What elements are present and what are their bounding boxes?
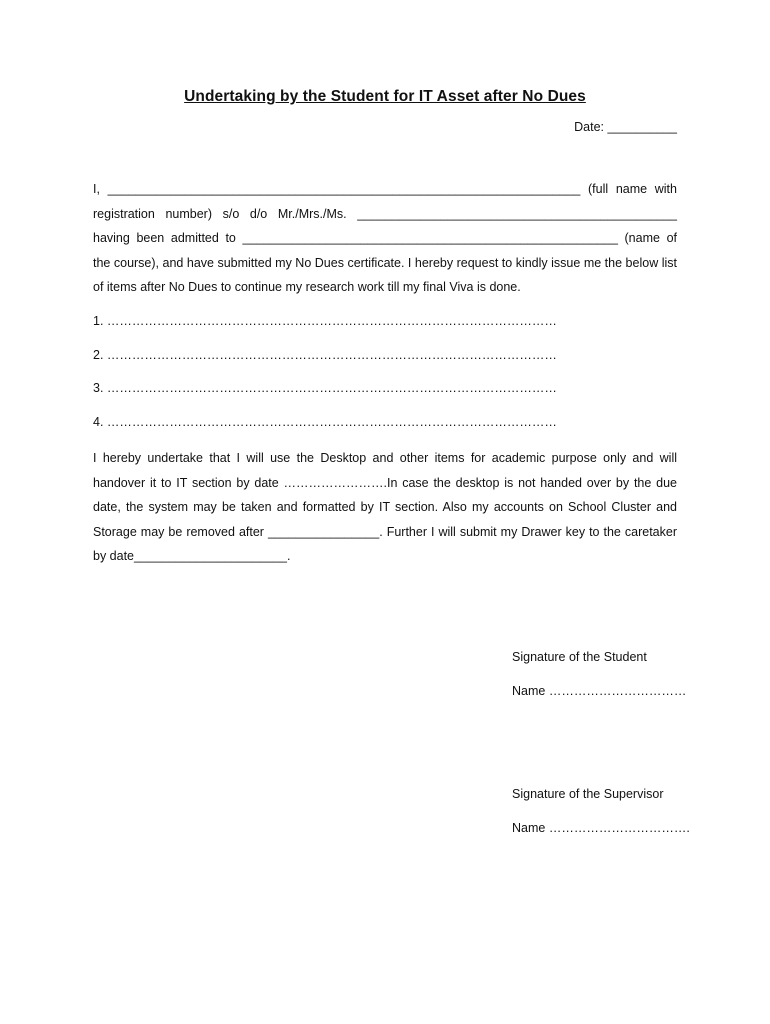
date-field: Date: __________ (574, 120, 677, 134)
list-item: 4. ……………………………………………………………………………………………… (93, 415, 557, 430)
document-title: Undertaking by the Student for IT Asset after No Dues (184, 88, 586, 105)
undertaking-paragraph: I hereby undertake that I will use the Desktop and other items for academic purpose only and will handover it to IT section by date …………………….In case the desktop is not handed over by the due date, the system may be taken and formatted by IT section. Also my accounts on School Cluster and Storage may be removed after ________________. Further I will submit my Drawer key to the caretaker by date______________________. (93, 451, 677, 563)
student-signature-label: Signature of the Student (512, 650, 647, 664)
student-name-line: Name …………………………… (512, 684, 687, 698)
list-item: 1. ……………………………………………………………………………………………… (93, 314, 557, 328)
supervisor-signature-label: Signature of the Supervisor (512, 787, 664, 801)
declaration-paragraph: I, ____________________________________________________________________ (full name with registration number) s/o d/o Mr./Mrs./Ms. ______________________________________________ having been admitted to ______________________________________________________ (name of the course), and have submitted my No Dues certificate. I hereby request to kindly issue me the below list of items after No Dues to continue my research work till my final Viva is done. (93, 182, 677, 294)
supervisor-name-line: Name ……………………………. (512, 821, 690, 835)
items-list (93, 311, 557, 446)
list-item: 2. ……………………………………………………………………………………………… (93, 347, 557, 362)
list-item: 3. ……………………………………………………………………………………………… (93, 381, 557, 396)
